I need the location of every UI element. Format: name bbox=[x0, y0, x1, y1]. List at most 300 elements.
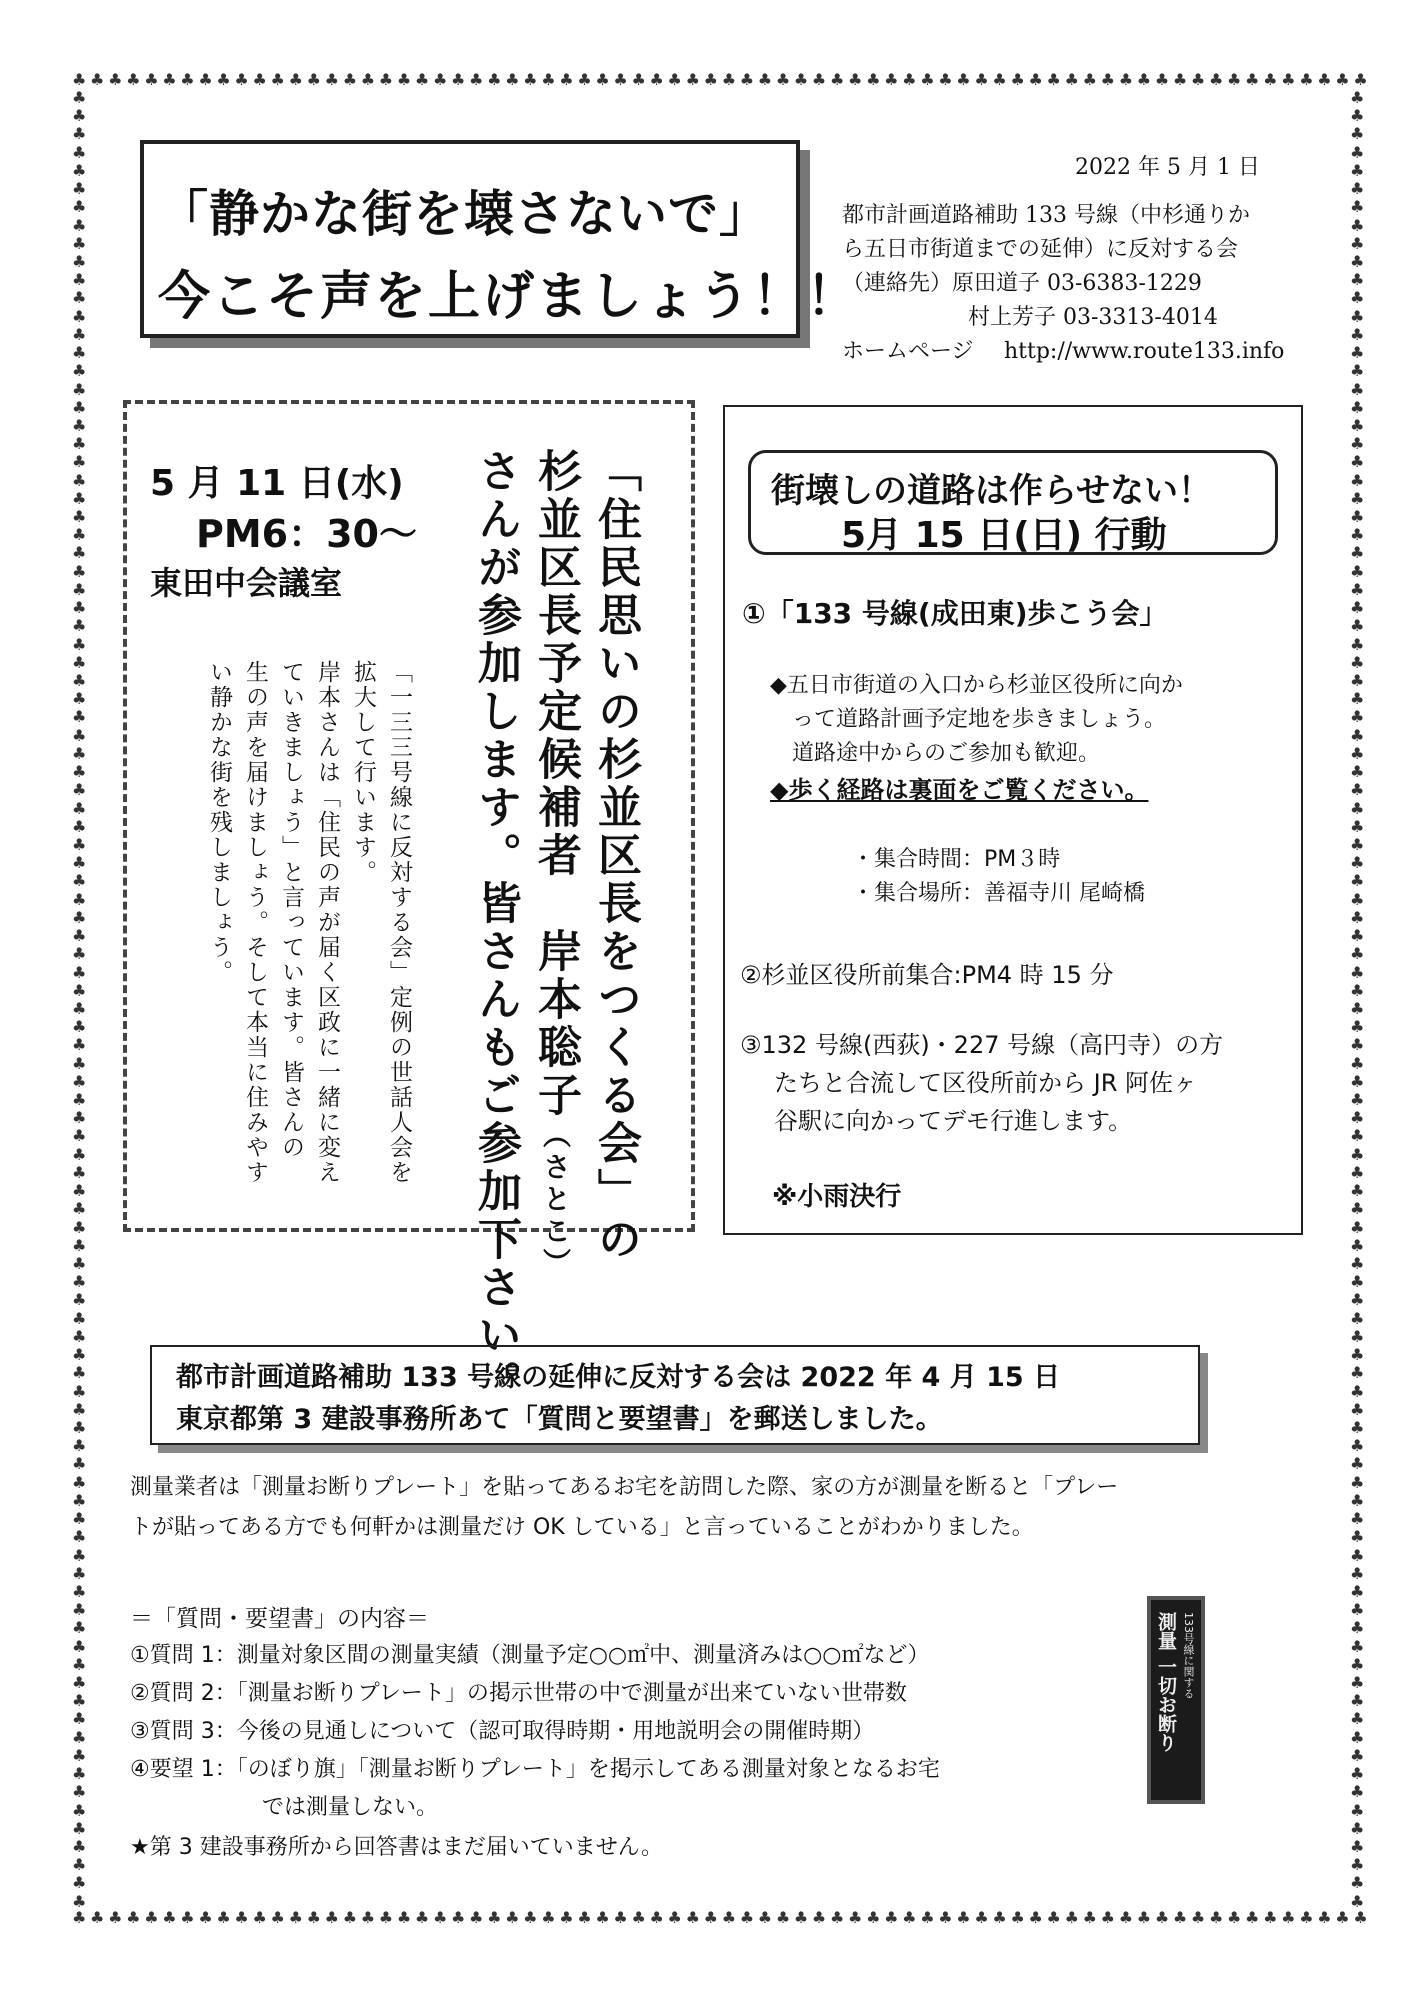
tree-ornament-icon: ♣ bbox=[1350, 1290, 1365, 1310]
issue-date: 2022 年 5 月 1 日 bbox=[1075, 155, 1260, 180]
tree-ornament-icon: ♣ bbox=[72, 1326, 87, 1346]
tree-ornament-icon: ♣ bbox=[1350, 343, 1365, 363]
tree-ornament-icon: ♣ bbox=[360, 1910, 376, 1927]
tree-ornament-icon: ♣ bbox=[1317, 72, 1332, 89]
tree-ornament-icon: ♣ bbox=[1064, 72, 1079, 89]
event-time: PM6：30～ bbox=[196, 512, 417, 556]
tree-ornament-icon: ♣ bbox=[72, 598, 87, 618]
question-2: ②質問 2：「測量お断りプレート」の掲示世帯の中で測量が出来ていない世帯数 bbox=[130, 1681, 907, 1706]
tree-ornament-icon: ♣ bbox=[72, 1600, 87, 1620]
candidate-reading: （さとこ） bbox=[539, 1120, 572, 1280]
tree-ornament-icon: ♣ bbox=[721, 1910, 737, 1927]
tree-ornament-icon: ♣ bbox=[1350, 251, 1365, 271]
tree-ornament-icon: ♣ bbox=[72, 343, 87, 363]
bullet-1-cont: って道路計画予定地を歩きましょう。 bbox=[792, 707, 1167, 732]
para-col-2: 拡大して行います。 bbox=[350, 660, 376, 885]
tree-ornament-icon: ♣ bbox=[72, 1837, 87, 1856]
meeting-place: ・集合場所：善福寺川 尾崎橋 bbox=[852, 881, 1145, 906]
tree-ornament-icon: ♣ bbox=[1350, 1673, 1365, 1693]
headline-box bbox=[140, 140, 861, 338]
route-note: ◆歩く経路は裏面をご覧ください。 bbox=[770, 776, 1149, 804]
tree-ornament-icon: ♣ bbox=[1046, 72, 1061, 89]
tree-ornament-icon: ♣ bbox=[1118, 72, 1134, 89]
tree-ornament-icon: ♣ bbox=[72, 197, 87, 217]
tree-ornament-icon: ♣ bbox=[72, 1490, 87, 1510]
tree-ornament-icon: ♣ bbox=[1350, 780, 1365, 800]
tree-ornament-icon: ♣ bbox=[396, 72, 412, 89]
tree-ornament-icon: ♣ bbox=[234, 72, 249, 89]
tree-ornament-icon: ♣ bbox=[1082, 1910, 1097, 1927]
tree-ornament-icon: ♣ bbox=[1190, 72, 1206, 89]
action-date: 5月 15 日(日) 行動 bbox=[841, 515, 1167, 556]
tree-ornament-icon: ♣ bbox=[1350, 1326, 1365, 1346]
tree-ornament-icon: ♣ bbox=[1350, 124, 1365, 144]
tree-ornament-icon: ♣ bbox=[288, 72, 303, 89]
tree-ornament-icon: ♣ bbox=[1350, 671, 1365, 690]
tree-ornament-icon: ♣ bbox=[198, 72, 213, 89]
tree-ornament-icon: ♣ bbox=[1227, 1910, 1242, 1927]
tree-ornament-icon: ♣ bbox=[1028, 72, 1043, 89]
tree-ornament-icon: ♣ bbox=[72, 160, 87, 180]
tree-ornament-icon: ♣ bbox=[577, 72, 592, 89]
tree-ornament-icon: ♣ bbox=[1350, 1181, 1365, 1201]
tree-ornament-icon: ♣ bbox=[1350, 90, 1365, 107]
tree-ornament-icon: ♣ bbox=[1350, 907, 1365, 927]
tree-ornament-icon: ♣ bbox=[72, 853, 87, 873]
tree-ornament-icon: ♣ bbox=[1350, 1308, 1365, 1328]
org-name-line2: ら五日市街道までの延伸）に反対する会 bbox=[842, 237, 1239, 262]
tree-ornament-icon: ♣ bbox=[1350, 324, 1365, 344]
tree-ornament-icon: ♣ bbox=[72, 1436, 87, 1456]
tree-ornament-icon: ♣ bbox=[1350, 926, 1365, 946]
tree-ornament-icon: ♣ bbox=[956, 72, 971, 89]
tree-ornament-icon: ♣ bbox=[757, 1910, 773, 1927]
tree-ornament-icon: ♣ bbox=[1350, 853, 1365, 873]
tree-ornament-icon: ♣ bbox=[414, 72, 430, 89]
tree-ornament-icon: ♣ bbox=[72, 743, 87, 763]
tree-ornament-icon: ♣ bbox=[505, 72, 520, 89]
action-item-3c: 谷駅に向かってデモ行進します。 bbox=[774, 1107, 1133, 1135]
tree-ornament-icon: ♣ bbox=[1350, 415, 1365, 435]
tree-ornament-icon: ♣ bbox=[126, 1910, 141, 1927]
tree-ornament-icon: ♣ bbox=[1350, 1399, 1365, 1419]
tree-ornament-icon: ♣ bbox=[1350, 1873, 1365, 1893]
tree-ornament-icon: ♣ bbox=[1350, 743, 1365, 763]
tree-ornament-icon: ♣ bbox=[180, 1910, 195, 1927]
tree-ornament-icon: ♣ bbox=[1281, 1910, 1296, 1927]
tree-ornament-icon: ♣ bbox=[396, 1910, 412, 1927]
tree-ornament-icon: ♣ bbox=[1350, 1108, 1365, 1128]
tree-ornament-icon: ♣ bbox=[72, 434, 87, 454]
action-item-1: ①「133 号線(成田東)歩こう会」 bbox=[742, 597, 1168, 630]
tree-ornament-icon: ♣ bbox=[72, 944, 87, 964]
border-bottom bbox=[72, 1910, 1368, 1930]
tree-ornament-icon: ♣ bbox=[1350, 288, 1365, 308]
refusal-plate-image bbox=[1147, 1596, 1205, 1804]
tree-ornament-icon: ♣ bbox=[1350, 798, 1365, 818]
bullet-1-cont2: 道路途中からのご参加も歓迎。 bbox=[792, 741, 1101, 766]
tree-ornament-icon: ♣ bbox=[72, 616, 87, 636]
bullet-1: ◆五日市街道の入口から杉並区役所に向か bbox=[770, 673, 1183, 698]
tree-ornament-icon: ♣ bbox=[1350, 616, 1365, 636]
contact-1: （連絡先）原田道子 03-6383-1229 bbox=[842, 271, 1202, 296]
candidate-name: 杉並区長予定候補者 岸本聡子 bbox=[530, 448, 581, 1120]
tree-ornament-icon: ♣ bbox=[1350, 434, 1365, 454]
tree-ornament-icon: ♣ bbox=[631, 72, 646, 89]
tree-ornament-icon: ♣ bbox=[487, 1910, 502, 1927]
tree-ornament-icon: ♣ bbox=[1350, 233, 1365, 253]
tree-ornament-icon: ♣ bbox=[667, 1910, 682, 1927]
tree-ornament-icon: ♣ bbox=[72, 1709, 87, 1729]
tree-ornament-icon: ♣ bbox=[1350, 379, 1365, 399]
tree-ornament-icon: ♣ bbox=[1028, 1910, 1043, 1927]
tree-ornament-icon: ♣ bbox=[920, 1910, 935, 1927]
tree-ornament-icon: ♣ bbox=[1350, 543, 1365, 563]
tree-ornament-icon: ♣ bbox=[595, 1910, 610, 1927]
tree-ornament-icon: ♣ bbox=[1350, 1800, 1365, 1820]
headline-line1: 「静かな街を壊さないで」 bbox=[158, 185, 770, 243]
tree-ornament-icon: ♣ bbox=[956, 1910, 971, 1927]
tree-ornament-icon: ♣ bbox=[72, 1399, 87, 1419]
tree-ornament-icon: ♣ bbox=[72, 780, 87, 800]
tree-ornament-icon: ♣ bbox=[72, 124, 87, 144]
border-right bbox=[1350, 90, 1370, 1910]
tree-ornament-icon: ♣ bbox=[1350, 962, 1365, 982]
tree-ornament-icon: ♣ bbox=[72, 1563, 87, 1583]
tree-ornament-icon: ♣ bbox=[72, 90, 87, 107]
tree-ornament-icon: ♣ bbox=[811, 72, 827, 89]
tree-ornament-icon: ♣ bbox=[1350, 106, 1365, 126]
tree-ornament-icon: ♣ bbox=[1350, 488, 1365, 508]
tree-ornament-icon: ♣ bbox=[1350, 470, 1365, 490]
tree-ornament-icon: ♣ bbox=[685, 1910, 700, 1927]
tree-ornament-icon: ♣ bbox=[992, 1910, 1007, 1927]
tree-ornament-icon: ♣ bbox=[72, 288, 87, 308]
tree-ornament-icon: ♣ bbox=[1350, 507, 1365, 527]
tree-ornament-icon: ♣ bbox=[1350, 160, 1365, 180]
tree-ornament-icon: ♣ bbox=[1299, 1910, 1314, 1927]
tree-ornament-icon: ♣ bbox=[72, 816, 87, 836]
tree-ornament-icon: ♣ bbox=[1350, 1345, 1365, 1365]
para-col-6: い静かな街を残しましょう。 bbox=[206, 660, 232, 985]
tree-ornament-icon: ♣ bbox=[1064, 1910, 1079, 1927]
tree-ornament-icon: ♣ bbox=[72, 1053, 87, 1073]
tree-ornament-icon: ♣ bbox=[1350, 1090, 1365, 1110]
tree-ornament-icon: ♣ bbox=[1350, 1071, 1365, 1091]
tree-ornament-icon: ♣ bbox=[72, 1527, 87, 1547]
tree-ornament-icon: ♣ bbox=[1350, 634, 1365, 654]
contact-2: 村上芳子 03-3313-4014 bbox=[968, 305, 1218, 330]
tree-ornament-icon: ♣ bbox=[992, 72, 1007, 89]
tree-ornament-icon: ♣ bbox=[72, 1509, 87, 1529]
tree-ornament-icon: ♣ bbox=[1350, 1727, 1365, 1747]
tree-ornament-icon: ♣ bbox=[523, 1910, 538, 1927]
tree-ornament-icon: ♣ bbox=[703, 1910, 718, 1927]
tree-ornament-icon: ♣ bbox=[1350, 1782, 1365, 1802]
tree-ornament-icon: ♣ bbox=[72, 106, 87, 126]
tree-ornament-icon: ♣ bbox=[72, 1162, 87, 1182]
tree-ornament-icon: ♣ bbox=[72, 1800, 87, 1820]
tree-ornament-icon: ♣ bbox=[1172, 1910, 1188, 1927]
tree-ornament-icon: ♣ bbox=[162, 1910, 177, 1927]
para-col-1: 「一三三号線に反対する会」定例の世話人会を bbox=[386, 660, 412, 1185]
tree-ornament-icon: ♣ bbox=[72, 1873, 87, 1893]
tree-ornament-icon: ♣ bbox=[1317, 1910, 1332, 1927]
tree-ornament-icon: ♣ bbox=[902, 72, 917, 89]
tree-ornament-icon: ♣ bbox=[216, 72, 231, 89]
tree-ornament-icon: ♣ bbox=[72, 1235, 87, 1255]
tree-ornament-icon: ♣ bbox=[108, 1910, 123, 1927]
tree-ornament-icon: ♣ bbox=[829, 1910, 845, 1927]
tree-ornament-icon: ♣ bbox=[72, 926, 87, 946]
tree-ornament-icon: ♣ bbox=[1350, 1581, 1365, 1601]
rain-note: ※小雨決行 bbox=[772, 1182, 902, 1212]
tree-ornament-icon: ♣ bbox=[1100, 1910, 1116, 1927]
tree-ornament-icon: ♣ bbox=[1010, 1910, 1025, 1927]
tree-ornament-icon: ♣ bbox=[72, 1381, 87, 1401]
title-column-1: 「住民思いの杉並区長をつくる会」の bbox=[590, 448, 641, 1264]
para-col-5: 生の声を届けましょう。そして本当に住みやす bbox=[242, 660, 268, 1185]
tree-ornament-icon: ♣ bbox=[1350, 1436, 1365, 1456]
tree-ornament-icon: ♣ bbox=[72, 1745, 87, 1765]
tree-ornament-icon: ♣ bbox=[1350, 816, 1365, 836]
tree-ornament-icon: ♣ bbox=[270, 1910, 285, 1927]
tree-ornament-icon: ♣ bbox=[541, 1910, 556, 1927]
body-para-1: 測量業者は「測量お断りプレート」を貼ってあるお宅を訪問した際、家の方が測量を断ると「プレー bbox=[130, 1475, 1119, 1500]
tree-ornament-icon: ♣ bbox=[72, 871, 87, 891]
tree-ornament-icon: ♣ bbox=[432, 1910, 448, 1927]
request-1-cont: では測量しない。 bbox=[262, 1795, 439, 1820]
tree-ornament-icon: ♣ bbox=[342, 72, 358, 89]
tree-ornament-icon: ♣ bbox=[72, 452, 87, 472]
tree-ornament-icon: ♣ bbox=[72, 1108, 87, 1128]
tree-ornament-icon: ♣ bbox=[450, 72, 466, 89]
tree-ornament-icon: ♣ bbox=[72, 379, 87, 399]
tree-ornament-icon: ♣ bbox=[1245, 1910, 1260, 1927]
tree-ornament-icon: ♣ bbox=[1350, 944, 1365, 964]
tree-ornament-icon: ♣ bbox=[1263, 1910, 1278, 1927]
title-column-3: さんが参加します。皆さんもご参加下さい。 bbox=[470, 448, 521, 1408]
tree-ornament-icon: ♣ bbox=[360, 72, 376, 89]
tree-ornament-icon: ♣ bbox=[1350, 1454, 1365, 1474]
tree-ornament-icon: ♣ bbox=[559, 1910, 574, 1927]
tree-ornament-icon: ♣ bbox=[1350, 1363, 1365, 1383]
tree-ornament-icon: ♣ bbox=[432, 72, 448, 89]
tree-ornament-icon: ♣ bbox=[1082, 72, 1097, 89]
tree-ornament-icon: ♣ bbox=[1350, 1600, 1365, 1620]
tree-ornament-icon: ♣ bbox=[1350, 1126, 1365, 1146]
list-title: ＝「質問・要望書」の内容＝ bbox=[130, 1606, 429, 1632]
tree-ornament-icon: ♣ bbox=[72, 671, 87, 690]
tree-ornament-icon: ♣ bbox=[1227, 72, 1242, 89]
tree-ornament-icon: ♣ bbox=[902, 1910, 917, 1927]
tree-ornament-icon: ♣ bbox=[72, 962, 87, 982]
homepage-link[interactable]: http://www.route133.info bbox=[1004, 339, 1285, 364]
tree-ornament-icon: ♣ bbox=[1350, 361, 1365, 381]
tree-ornament-icon: ♣ bbox=[1350, 1818, 1365, 1838]
tree-ornament-icon: ♣ bbox=[72, 579, 87, 599]
tree-ornament-icon: ♣ bbox=[1350, 1381, 1365, 1401]
tree-ornament-icon: ♣ bbox=[1118, 1910, 1134, 1927]
tree-ornament-icon: ♣ bbox=[72, 1181, 87, 1201]
tree-ornament-icon: ♣ bbox=[866, 72, 881, 89]
tree-ornament-icon: ♣ bbox=[757, 72, 773, 89]
tree-ornament-icon: ♣ bbox=[234, 1910, 249, 1927]
tree-ornament-icon: ♣ bbox=[72, 179, 87, 199]
tree-ornament-icon: ♣ bbox=[1350, 834, 1365, 854]
tree-ornament-icon: ♣ bbox=[1350, 980, 1365, 1000]
tree-ornament-icon: ♣ bbox=[72, 1090, 87, 1110]
event-date: 5 月 11 日(水) bbox=[150, 463, 404, 504]
event-details bbox=[150, 460, 417, 606]
tree-ornament-icon: ♣ bbox=[72, 1545, 87, 1565]
tree-ornament-icon: ♣ bbox=[1172, 72, 1188, 89]
tree-ornament-icon: ♣ bbox=[938, 72, 953, 89]
tree-ornament-icon: ♣ bbox=[1350, 1035, 1365, 1055]
border-top bbox=[72, 72, 1368, 92]
tree-ornament-icon: ♣ bbox=[848, 72, 863, 89]
tree-ornament-icon: ♣ bbox=[1350, 1144, 1365, 1164]
tree-ornament-icon: ♣ bbox=[1350, 762, 1365, 782]
tree-ornament-icon: ♣ bbox=[920, 72, 935, 89]
tree-ornament-icon: ♣ bbox=[1350, 689, 1365, 709]
tree-ornament-icon: ♣ bbox=[1154, 72, 1170, 89]
tree-ornament-icon: ♣ bbox=[1208, 72, 1224, 89]
tree-ornament-icon: ♣ bbox=[72, 507, 87, 527]
tree-ornament-icon: ♣ bbox=[1350, 652, 1365, 672]
request-1: ④要望 1：「のぼり旗」「測量お断りプレート」を掲示してある測量対象となるお宅 bbox=[130, 1757, 940, 1782]
tree-ornament-icon: ♣ bbox=[198, 1910, 213, 1927]
tree-ornament-icon: ♣ bbox=[72, 1272, 87, 1292]
border-left bbox=[72, 90, 92, 1910]
tree-ornament-icon: ♣ bbox=[72, 1254, 87, 1273]
tree-ornament-icon: ♣ bbox=[72, 361, 87, 381]
tree-ornament-icon: ♣ bbox=[72, 1217, 87, 1237]
tree-ornament-icon: ♣ bbox=[1350, 725, 1365, 745]
tree-ornament-icon: ♣ bbox=[1350, 1691, 1365, 1711]
tree-ornament-icon: ♣ bbox=[1350, 1618, 1365, 1638]
tree-ornament-icon: ♣ bbox=[866, 1910, 881, 1927]
tree-ornament-icon: ♣ bbox=[1350, 1764, 1365, 1784]
tree-ornament-icon: ♣ bbox=[72, 1144, 87, 1164]
tree-ornament-icon: ♣ bbox=[72, 525, 87, 545]
tree-ornament-icon: ♣ bbox=[288, 1910, 303, 1927]
tree-ornament-icon: ♣ bbox=[180, 72, 195, 89]
tree-ornament-icon: ♣ bbox=[1136, 1910, 1152, 1927]
tree-ornament-icon: ♣ bbox=[1245, 72, 1260, 89]
tree-ornament-icon: ♣ bbox=[72, 1618, 87, 1638]
tree-ornament-icon: ♣ bbox=[1335, 72, 1350, 89]
tree-ornament-icon: ♣ bbox=[72, 725, 87, 745]
tree-ornament-icon: ♣ bbox=[1046, 1910, 1061, 1927]
question-1: ①質問 1：測量対象区間の測量実績（測量予定○○㎡中、測量済みは○○㎡など） bbox=[130, 1643, 930, 1668]
tree-ornament-icon: ♣ bbox=[649, 72, 664, 89]
tree-ornament-icon: ♣ bbox=[1263, 72, 1278, 89]
org-name-line1: 都市計画道路補助 133 号線（中杉通りか bbox=[842, 203, 1250, 228]
tree-ornament-icon: ♣ bbox=[559, 72, 574, 89]
tree-ornament-icon: ♣ bbox=[378, 1910, 394, 1927]
tree-ornament-icon: ♣ bbox=[884, 1910, 899, 1927]
tree-ornament-icon: ♣ bbox=[216, 1910, 231, 1927]
tree-ornament-icon: ♣ bbox=[270, 72, 285, 89]
tree-ornament-icon: ♣ bbox=[1299, 72, 1314, 89]
tree-ornament-icon: ♣ bbox=[667, 72, 682, 89]
tree-ornament-icon: ♣ bbox=[1350, 1472, 1365, 1492]
tree-ornament-icon: ♣ bbox=[1350, 1654, 1365, 1674]
meeting-time: ・集合時間：PM３時 bbox=[852, 847, 1061, 872]
event-place: 東田中会議室 bbox=[150, 564, 343, 602]
tree-ornament-icon: ♣ bbox=[595, 72, 610, 89]
tree-ornament-icon: ♣ bbox=[469, 1910, 484, 1927]
tree-ornament-icon: ♣ bbox=[72, 324, 87, 344]
tree-ornament-icon: ♣ bbox=[72, 689, 87, 709]
tree-ornament-icon: ♣ bbox=[1350, 1490, 1365, 1510]
tree-ornament-icon: ♣ bbox=[72, 251, 87, 271]
tree-ornament-icon: ♣ bbox=[1136, 72, 1152, 89]
tree-ornament-icon: ♣ bbox=[72, 1581, 87, 1601]
tree-ornament-icon: ♣ bbox=[775, 1910, 791, 1927]
tree-ornament-icon: ♣ bbox=[72, 1636, 87, 1656]
tree-ornament-icon: ♣ bbox=[1350, 306, 1365, 326]
tree-ornament-icon: ♣ bbox=[324, 1910, 339, 1927]
action-item-3b: たちと合流して区役所前から JR 阿佐ヶ bbox=[774, 1069, 1198, 1097]
tree-ornament-icon: ♣ bbox=[793, 72, 809, 89]
tree-ornament-icon: ♣ bbox=[1350, 1855, 1365, 1875]
tree-ornament-icon: ♣ bbox=[1350, 197, 1365, 217]
tree-ornament-icon: ♣ bbox=[72, 1199, 87, 1219]
tree-ornament-icon: ♣ bbox=[1350, 1017, 1365, 1037]
tree-ornament-icon: ♣ bbox=[72, 1308, 87, 1328]
tree-ornament-icon: ♣ bbox=[721, 72, 737, 89]
tree-ornament-icon: ♣ bbox=[72, 1345, 87, 1365]
tree-ornament-icon: ♣ bbox=[306, 72, 321, 89]
tree-ornament-icon: ♣ bbox=[72, 798, 87, 818]
tree-ornament-icon: ♣ bbox=[72, 233, 87, 253]
tree-ornament-icon: ♣ bbox=[1350, 179, 1365, 199]
tree-ornament-icon: ♣ bbox=[1350, 1053, 1365, 1073]
tree-ornament-icon: ♣ bbox=[72, 1727, 87, 1747]
tree-ornament-icon: ♣ bbox=[72, 762, 87, 782]
tree-ornament-icon: ♣ bbox=[811, 1910, 827, 1927]
tree-ornament-icon: ♣ bbox=[974, 72, 989, 89]
tree-ornament-icon: ♣ bbox=[72, 834, 87, 854]
tree-ornament-icon: ♣ bbox=[72, 270, 87, 290]
tree-ornament-icon: ♣ bbox=[1350, 707, 1365, 727]
notice-line1: 都市計画道路補助 133 号線の延伸に反対する会は 2022 年 4 月 15 日 bbox=[176, 1362, 1061, 1393]
tree-ornament-icon: ♣ bbox=[108, 72, 123, 89]
tree-ornament-icon: ♣ bbox=[72, 1472, 87, 1492]
tree-ornament-icon: ♣ bbox=[72, 1782, 87, 1802]
headline-line2: 今こそ声を上げましょう！！ bbox=[158, 267, 861, 327]
action-item-2: ②杉並区役所前集合:PM4 時 15 分 bbox=[740, 961, 1114, 989]
tree-ornament-icon: ♣ bbox=[469, 72, 484, 89]
tree-ornament-icon: ♣ bbox=[739, 72, 755, 89]
tree-ornament-icon: ♣ bbox=[541, 72, 556, 89]
tree-ornament-icon: ♣ bbox=[1350, 215, 1365, 235]
tree-ornament-icon: ♣ bbox=[775, 72, 791, 89]
tree-ornament-icon: ♣ bbox=[1190, 1910, 1206, 1927]
tree-ornament-icon: ♣ bbox=[1350, 1254, 1365, 1273]
tree-ornament-icon: ♣ bbox=[1350, 998, 1365, 1018]
tree-ornament-icon: ♣ bbox=[1350, 452, 1365, 472]
tree-ornament-icon: ♣ bbox=[72, 470, 87, 490]
tree-ornament-icon: ♣ bbox=[414, 1910, 430, 1927]
tree-ornament-icon: ♣ bbox=[1350, 1199, 1365, 1219]
tree-ornament-icon: ♣ bbox=[72, 634, 87, 654]
tree-ornament-icon: ♣ bbox=[72, 1764, 87, 1784]
tree-ornament-icon: ♣ bbox=[613, 1910, 628, 1927]
tree-ornament-icon: ♣ bbox=[72, 142, 87, 162]
